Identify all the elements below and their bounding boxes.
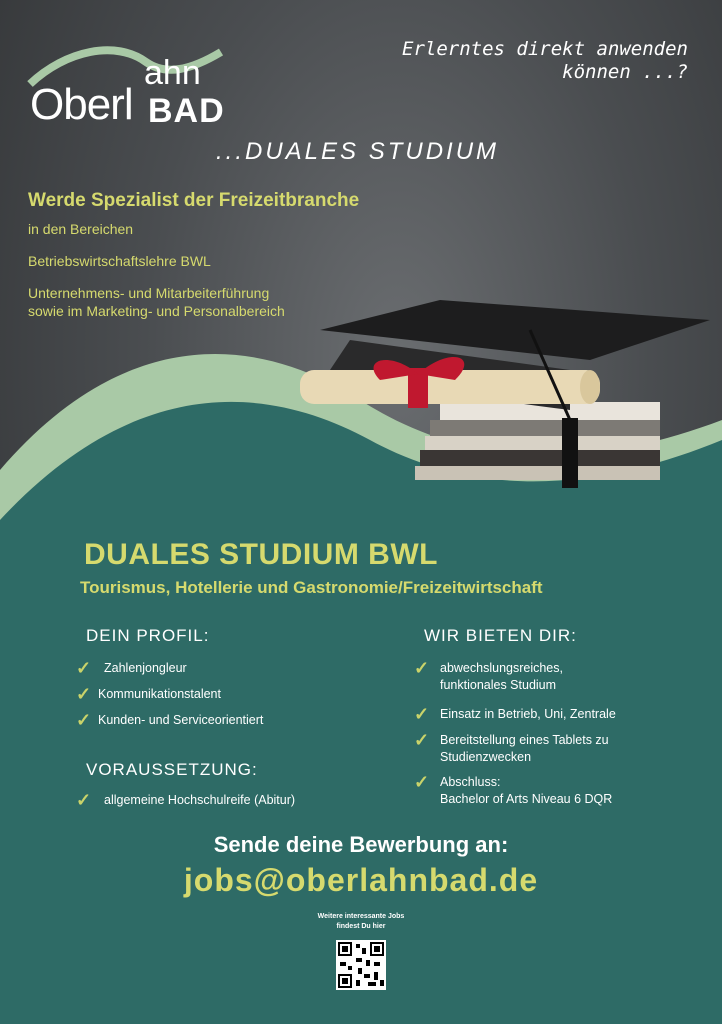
logo — [26, 40, 226, 140]
chalk-heading: ...DUALES STUDIUM — [216, 138, 500, 165]
graduation-cap-icon — [290, 290, 720, 510]
qr-code-icon[interactable] — [336, 940, 386, 990]
offer-item-line: Abschluss: — [440, 775, 501, 789]
tagline-line-1: Erlerntes direkt anwenden — [402, 38, 688, 60]
list-item — [76, 660, 187, 677]
more-jobs-line-2: findest Du hier — [336, 923, 386, 930]
offer-item-line: funktionales Studium — [440, 678, 557, 692]
offer-item-line: Einsatz in Betrieb, Uni, Zentrale — [440, 707, 616, 721]
list-item — [76, 686, 221, 703]
program-title: DUALES STUDIUM BWL — [84, 538, 438, 571]
check-icon: ✓ — [76, 710, 92, 730]
check-icon: ✓ — [414, 704, 430, 724]
offer-item — [436, 660, 563, 694]
check-icon: ✓ — [414, 730, 430, 750]
intro-line-3: Unternehmens- und Mitarbeiterführung — [28, 285, 270, 301]
call-to-action: Sende deine Bewerbung an: — [213, 832, 509, 857]
check-icon: ✓ — [76, 684, 92, 704]
requirement-item: allgemeine Hochschulreife (Abitur) — [104, 793, 296, 807]
offer-item — [436, 706, 616, 723]
profile-item: Zahlenjongleur — [104, 661, 187, 675]
check-icon: ✓ — [414, 658, 430, 678]
list-item — [76, 792, 295, 809]
more-jobs-line-1: Weitere interessante Jobs — [317, 913, 405, 920]
profile-item: Kunden- und Serviceorientiert — [98, 713, 264, 727]
requirement-heading: VORAUSSETZUNG: — [86, 760, 258, 779]
list-item — [414, 660, 563, 694]
email-link[interactable]: jobs@oberlahnbad.de — [183, 862, 539, 898]
logo-text-ahn: ahn — [144, 54, 201, 92]
intro-line-2: Betriebswirtschaftslehre BWL — [28, 253, 211, 269]
more-jobs-note — [0, 912, 722, 932]
list-item — [76, 712, 263, 729]
offer-item-line: Bachelor of Arts Niveau 6 DQR — [440, 792, 613, 806]
logo-text-bad: BAD — [148, 92, 225, 130]
logo-text-oberl: Oberl — [30, 80, 133, 129]
offer-item-line: Bereitstellung eines Tablets zu — [440, 733, 609, 747]
program-subtitle: Tourismus, Hotellerie und Gastronomie/Freizeitwirtschaft — [80, 578, 543, 597]
offer-item — [436, 774, 612, 808]
tagline-line-2: können ...? — [562, 61, 688, 83]
offer-item-line: Studienzwecken — [440, 750, 532, 764]
offer-item — [436, 732, 609, 766]
list-item — [414, 732, 609, 766]
offer-heading: WIR BIETEN DIR: — [424, 626, 577, 645]
profile-heading: DEIN PROFIL: — [86, 626, 210, 645]
intro-headline: Werde Spezialist der Freizeitbranche — [28, 190, 360, 211]
check-icon: ✓ — [76, 790, 92, 810]
offer-item-line: abwechslungsreiches, — [440, 661, 563, 675]
intro-line-1: in den Bereichen — [28, 221, 134, 237]
check-icon: ✓ — [76, 658, 92, 678]
intro-line-4: sowie im Marketing- und Personalbereich — [28, 303, 285, 319]
check-icon: ✓ — [414, 772, 430, 792]
tagline — [348, 38, 688, 84]
profile-item: Kommunikationstalent — [98, 687, 221, 701]
list-item — [414, 774, 612, 808]
list-item — [414, 706, 616, 723]
